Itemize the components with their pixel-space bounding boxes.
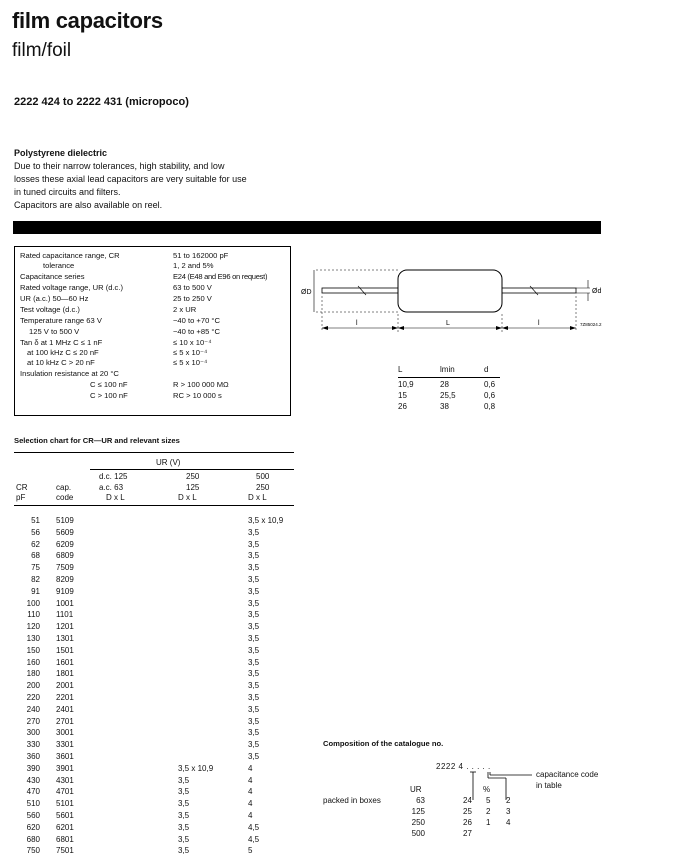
lead-table-cell: 38: [440, 402, 449, 411]
cell-v2: 3,5: [178, 775, 190, 785]
spec-value: ≤ 5 x 10⁻⁴: [173, 348, 208, 357]
cell-code: 1301: [56, 634, 74, 643]
cell-cr: 390: [26, 763, 40, 773]
composition-cell-digit: 4: [506, 818, 511, 827]
cell-v3: 5: [248, 846, 253, 855]
dim-l-label: l: [356, 320, 358, 327]
cell-v3: 3,5: [248, 693, 260, 702]
cell-cr: 470: [26, 787, 40, 797]
cell-code: 7509: [56, 563, 74, 573]
col-header-v2: 125: [186, 483, 200, 492]
cell-cr: 75: [31, 563, 40, 573]
spec-label: UR (a.c.) 50—60 Hz: [20, 294, 89, 303]
cell-code: 1501: [56, 645, 74, 655]
composition-cell-digit: 3: [506, 807, 511, 816]
composition-cell-percent: 2: [486, 807, 491, 816]
composition-cell-ur: 63: [416, 796, 425, 805]
spec-value: 1, 2 and 5%: [173, 261, 214, 270]
lead-table-cell: 0,8: [484, 402, 496, 411]
col-header-code: code: [56, 493, 74, 502]
col-header-v2: 250: [186, 472, 200, 481]
spec-label: C ≤ 100 nF: [90, 380, 128, 389]
cell-code: 2201: [56, 693, 74, 702]
spec-label: Capacitance series: [20, 272, 85, 281]
spec-label: Rated capacitance range, CR: [20, 251, 120, 260]
cell-code: 1201: [56, 622, 74, 632]
series-range: 2222 424 to 2222 431 (micropoco): [14, 96, 189, 108]
cell-code: 2401: [56, 704, 74, 714]
cell-code: 6809: [56, 551, 74, 561]
dim-L-label: L: [446, 320, 450, 327]
cell-v3: 3,5: [248, 669, 260, 679]
cell-cr: 62: [31, 539, 40, 549]
cell-code: 3901: [56, 763, 74, 773]
spec-label: at 10 kHz C > 20 nF: [27, 358, 95, 367]
cell-cr: 68: [31, 551, 40, 561]
cell-code: 1801: [56, 669, 74, 679]
composition-cell-ur: 125: [411, 807, 425, 816]
cell-v3: 3,5: [248, 551, 260, 561]
cell-v3: 3,5: [248, 575, 260, 584]
selection-chart-title: Selection chart for CR—UR and relevant sizes: [14, 436, 180, 445]
page-title: film capacitors: [12, 8, 163, 33]
cell-cr: 180: [26, 669, 40, 679]
cell-cr: 680: [26, 834, 40, 844]
cell-code: 1101: [56, 610, 74, 620]
spec-label: C > 100 nF: [90, 391, 128, 400]
cell-v3: 3,5: [248, 586, 260, 596]
cell-cr: 150: [26, 645, 40, 655]
ur-header: UR (V): [156, 458, 181, 467]
cell-cr: 51: [31, 516, 40, 525]
spec-value: −40 to +70 °C: [173, 316, 220, 325]
cell-code: 3301: [56, 740, 74, 750]
cell-cr: 330: [26, 740, 40, 750]
page-subtitle: film/foil: [12, 40, 72, 61]
col-header-v1: a.c. 63: [99, 483, 124, 492]
cell-code: 4701: [56, 787, 74, 797]
spec-value: RC > 10 000 s: [173, 391, 222, 400]
cell-v3: 4,5: [248, 822, 260, 832]
cell-cr: 620: [26, 822, 40, 832]
lead-table-cell: 25,5: [440, 391, 456, 400]
cell-v3: 4: [248, 775, 253, 785]
col-header-v2: D x L: [178, 493, 197, 502]
lead-table-cell: 15: [398, 391, 407, 400]
composition-cell-code-digits: 26: [463, 818, 472, 827]
intro-line: Due to their narrow tolerances, high stability, and low: [14, 161, 225, 171]
percent-label: %: [483, 785, 491, 794]
cell-code: 5101: [56, 799, 74, 809]
cell-cr: 750: [26, 846, 40, 855]
spec-value: 51 to 162000 pF: [173, 251, 229, 260]
lead-table-cell: 28: [440, 380, 449, 389]
drawing-ref: 7Z85024.2: [580, 322, 602, 327]
composition-cell-percent: 5: [486, 796, 491, 805]
spec-value: 2 x UR: [173, 305, 197, 314]
lead-table-cell: 0,6: [484, 380, 496, 389]
cell-code: 4301: [56, 775, 74, 785]
cell-code: 9109: [56, 586, 74, 596]
dim-D-label: ØD: [301, 289, 312, 296]
col-header-cr-unit: pF: [16, 493, 26, 502]
cell-v2: 3,5: [178, 811, 190, 820]
lead-table-cell: 10,9: [398, 380, 414, 389]
cell-cr: 100: [26, 598, 40, 608]
intro-line: in tuned circuits and filters.: [14, 187, 121, 197]
cell-code: 6209: [56, 539, 74, 549]
cell-cr: 91: [31, 586, 40, 596]
lead-table-header: lmin: [440, 365, 455, 374]
dim-l-label: l: [538, 320, 540, 327]
cell-v3: 3,5: [248, 598, 260, 608]
cell-code: 2701: [56, 716, 74, 726]
cell-code: 6201: [56, 822, 74, 832]
cell-code: 1601: [56, 657, 74, 667]
cell-cr: 200: [26, 681, 40, 691]
cell-v3: 3,5: [248, 728, 260, 738]
composition-cell-ur: 250: [411, 818, 425, 827]
cell-code: 2001: [56, 681, 74, 691]
spec-value: ≤ 5 x 10⁻⁴: [173, 358, 208, 367]
cell-v3: 3,5: [248, 645, 260, 655]
composition-title: Composition of the catalogue no.: [323, 739, 444, 748]
cell-v2: 3,5: [178, 799, 190, 809]
cell-cr: 56: [31, 527, 40, 537]
spec-value: E24 (E48 and E96 on request): [173, 272, 268, 281]
col-header-v3: D x L: [248, 493, 267, 502]
cell-code: 7501: [56, 846, 74, 855]
col-header-v3: 500: [256, 472, 270, 481]
dim-d-label: Ød: [592, 288, 602, 295]
capacitor-dimension-drawing: [298, 262, 608, 340]
spec-value: R > 100 000 MΩ: [173, 380, 229, 389]
lead-table-rule: [398, 377, 500, 378]
lead-table-header: d: [484, 365, 489, 374]
cell-cr: 160: [26, 657, 40, 667]
intro-line: Capacitors are also available on reel.: [14, 200, 163, 210]
intro-text: [14, 147, 304, 212]
capacitance-code-label: capacitance code: [536, 770, 599, 779]
cell-v3: 3,5: [248, 752, 260, 761]
spec-label: tolerance: [43, 261, 75, 270]
composition-cell-code-digits: 27: [463, 829, 472, 838]
spec-value: 63 to 500 V: [173, 283, 212, 292]
spec-label: at 100 kHz C ≤ 20 nF: [27, 348, 99, 357]
cell-v2: 3,5: [178, 822, 190, 832]
packed-label: packed in boxes: [323, 796, 381, 805]
cell-code: 5609: [56, 527, 74, 537]
cell-cr: 110: [27, 610, 40, 620]
intro-line: losses these axial lead capacitors are very suitable for use: [14, 174, 247, 184]
composition-cell-percent: 1: [486, 818, 491, 827]
cell-cr: 510: [26, 799, 40, 809]
col-header-v1: d.c. 125: [99, 472, 128, 481]
cell-v3: 4,5: [248, 834, 260, 844]
cell-code: 6801: [56, 834, 74, 844]
cell-v3: 3,5: [248, 740, 260, 750]
spec-value: ≤ 10 x 10⁻⁴: [173, 338, 212, 347]
col-header-code: cap.: [56, 483, 72, 492]
cell-v2: 3,5: [178, 846, 190, 855]
cell-v2: 3,5: [178, 834, 190, 844]
cell-cr: 300: [26, 728, 40, 738]
table-rule: [14, 452, 294, 453]
cell-cr: 220: [26, 693, 40, 702]
cell-v3: 4: [248, 811, 253, 820]
cell-cr: 560: [26, 811, 40, 820]
cell-v3: 3,5: [248, 610, 260, 620]
capacitance-code-label: in table: [536, 781, 562, 790]
cell-v3: 3,5: [248, 622, 260, 632]
spec-value: 25 to 250 V: [173, 294, 212, 303]
cell-cr: 360: [26, 752, 40, 761]
cell-v3: 3,5 x 10,9: [248, 516, 284, 525]
cell-cr: 240: [26, 704, 40, 714]
cell-cr: 430: [26, 775, 40, 785]
lead-table-cell: 0,6: [484, 391, 496, 400]
cell-code: 8209: [56, 575, 74, 584]
cell-code: 5109: [56, 516, 74, 525]
table-rule: [90, 469, 294, 470]
lead-table-cell: 26: [398, 402, 407, 411]
cell-code: 3601: [56, 752, 74, 761]
spec-label: 125 V to 500 V: [29, 327, 80, 336]
cell-code: 5601: [56, 811, 74, 820]
spec-value: −40 to +85 °C: [173, 327, 220, 336]
cell-v3: 4: [248, 787, 253, 797]
spec-label: Test voltage (d.c.): [20, 305, 80, 314]
spec-label: Tan δ at 1 MHz C ≤ 1 nF: [20, 338, 103, 347]
composition-cell-ur: 500: [411, 829, 425, 838]
cell-cr: 82: [31, 575, 40, 584]
cell-v3: 3,5: [248, 716, 260, 726]
col-header-v3: 250: [256, 483, 270, 492]
cell-v3: 3,5: [248, 527, 260, 537]
spec-label: Temperature range 63 V: [20, 316, 102, 325]
cell-v2: 3,5: [178, 787, 190, 797]
spec-label: Insulation resistance at 20 °C: [20, 369, 119, 378]
cell-v3: 4: [248, 799, 253, 809]
cell-cr: 270: [26, 716, 40, 726]
cell-code: 1001: [56, 598, 74, 608]
composition-cell-code-digits: 25: [463, 807, 472, 816]
cell-v3: 3,5: [248, 634, 260, 643]
cell-cr: 120: [26, 622, 40, 632]
composition-cell-digit: 2: [506, 796, 511, 805]
col-header-cr: CR: [16, 483, 28, 492]
cell-v2: 3,5 x 10,9: [178, 763, 214, 773]
cell-v3: 3,5: [248, 657, 260, 667]
lead-table-header: L: [398, 365, 403, 374]
catalogue-code: 2222 4 . . . . .: [436, 762, 491, 771]
spec-label: Rated voltage range, UR (d.c.): [20, 283, 123, 292]
cell-code: 3001: [56, 728, 74, 738]
cell-v3: 3,5: [248, 704, 260, 714]
cell-v3: 3,5: [248, 563, 260, 573]
table-rule: [14, 505, 294, 506]
specifications-box: [14, 246, 291, 416]
composition-cell-code-digits: 24: [463, 796, 472, 805]
ur-label: UR: [410, 785, 422, 794]
intro-heading: Polystyrene dielectric: [14, 148, 108, 158]
cell-v3: 3,5: [248, 681, 260, 691]
cell-v3: 3,5: [248, 539, 260, 549]
section-divider-bar: [13, 221, 601, 234]
col-header-v1: D x L: [106, 493, 125, 502]
cell-v3: 4: [248, 763, 253, 773]
cell-cr: 130: [26, 634, 40, 643]
